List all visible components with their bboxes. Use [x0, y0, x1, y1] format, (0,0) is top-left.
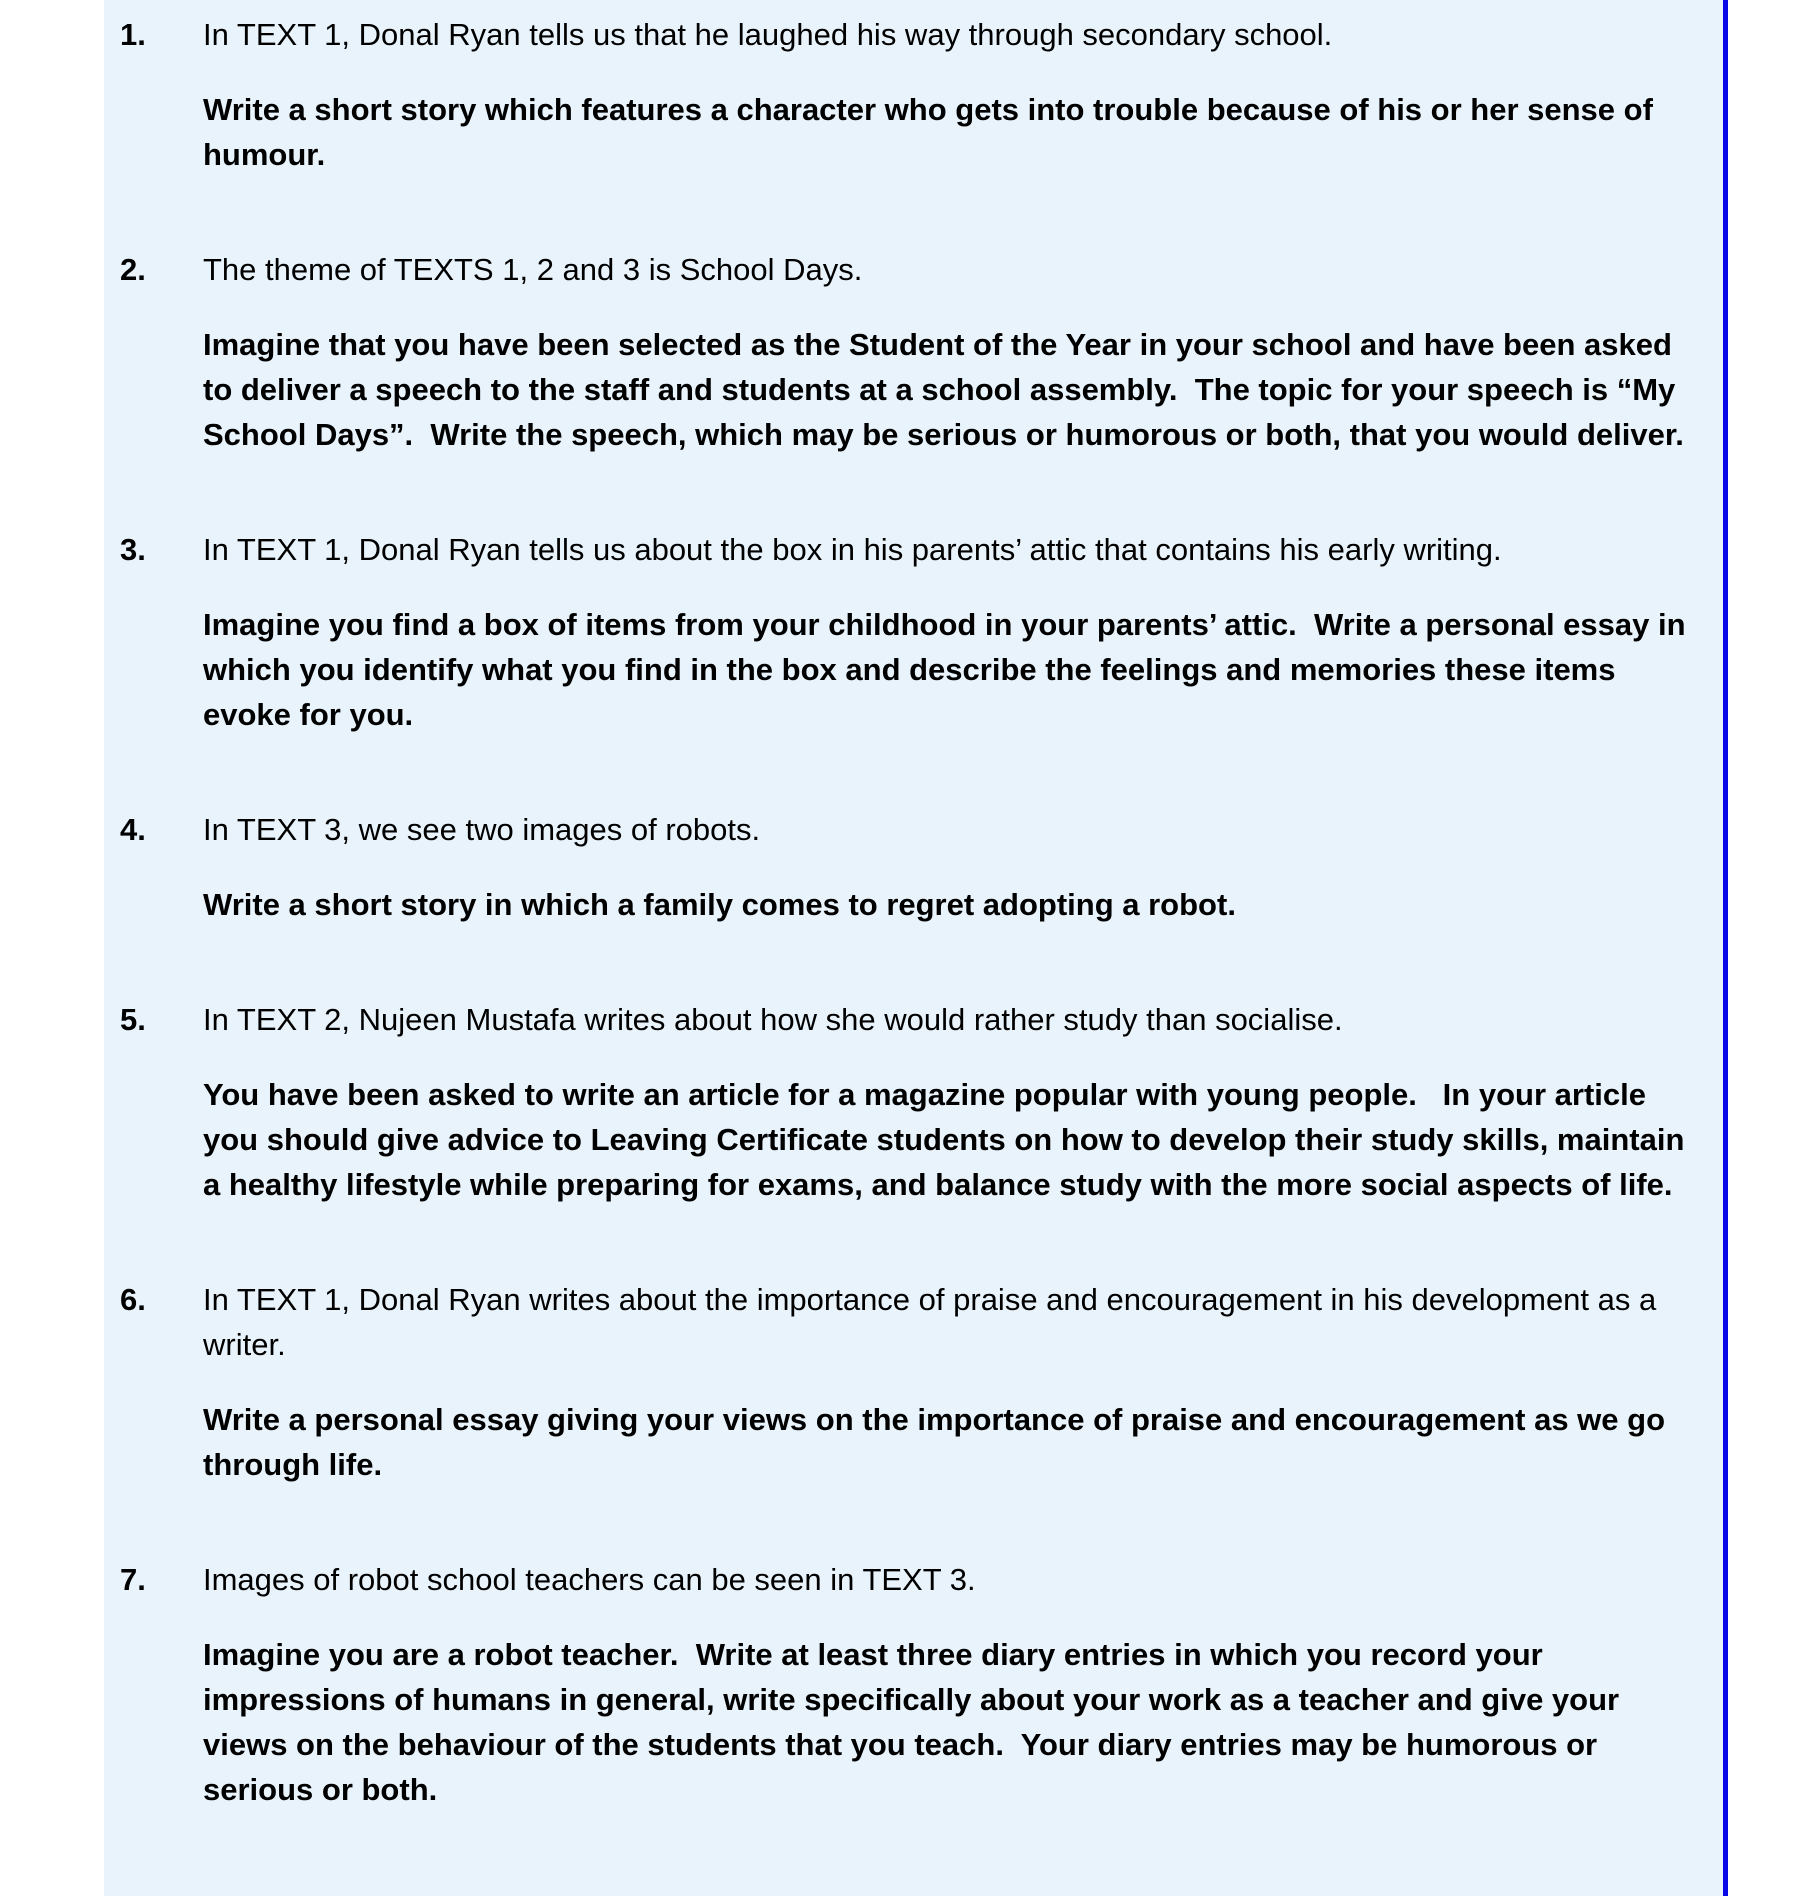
question-2 [120, 247, 1723, 457]
question-5 [120, 997, 1723, 1207]
question-number: 5. [120, 1002, 146, 1037]
question-body [203, 12, 1708, 177]
question-number: 6. [120, 1282, 146, 1317]
question-6 [120, 1277, 1723, 1487]
question-3 [120, 527, 1723, 737]
question-body [203, 807, 1708, 927]
question-body [203, 527, 1708, 737]
question-intro: In TEXT 2, Nujeen Mustafa writes about how she would rather study than socialise. [203, 1002, 1343, 1037]
question-intro: Images of robot school teachers can be seen in TEXT 3. [203, 1562, 976, 1597]
question-number: 2. [120, 252, 146, 287]
question-intro: In TEXT 1, Donal Ryan writes about the importance of praise and encouragement in his development as a writer. [203, 1282, 1665, 1362]
question-task: You have been asked to write an article for a magazine popular with young people. In your article you should give advice to Leaving Certificate students on how to develop their study skills, maintain a healthy lifestyle while preparing for exams, and balance study with the more social aspects of life. [203, 1077, 1694, 1202]
question-intro: In TEXT 1, Donal Ryan tells us that he laughed his way through secondary school. [203, 17, 1333, 52]
question-number: 3. [120, 532, 146, 567]
question-task: Imagine that you have been selected as the Student of the Year in your school and have been asked to deliver a speech to the staff and students at a school assembly. The topic for your speech is “My School Days”. Write the speech, which may be serious or humorous or both, that you would deliver. [203, 327, 1684, 452]
question-task: Write a short story in which a family comes to regret adopting a robot. [203, 887, 1236, 922]
questions-panel [104, 0, 1728, 1896]
question-task: Write a personal essay giving your views on the importance of praise and encouragement as we go through life. [203, 1402, 1674, 1482]
question-body [203, 1277, 1708, 1487]
question-1 [120, 12, 1723, 177]
question-number: 7. [120, 1562, 146, 1597]
question-intro: In TEXT 3, we see two images of robots. [203, 812, 761, 847]
question-intro: The theme of TEXTS 1, 2 and 3 is School Days. [203, 252, 863, 287]
question-task: Imagine you find a box of items from your childhood in your parents’ attic. Write a personal essay in which you identify what you find in the box and describe the feelings and memories these items evoke for you. [203, 607, 1695, 732]
question-number: 4. [120, 812, 146, 847]
question-number: 1. [120, 17, 146, 52]
question-7 [120, 1557, 1723, 1812]
question-body [203, 247, 1708, 457]
question-task: Imagine you are a robot teacher. Write at least three diary entries in which you record your impressions of humans in general, write specifically about your work as a teacher and give your views on the behaviour of the students that you teach. Your diary entries may be humorous or serious or both. [203, 1637, 1628, 1807]
question-4 [120, 807, 1723, 927]
question-body [203, 1557, 1708, 1812]
question-intro: In TEXT 1, Donal Ryan tells us about the box in his parents’ attic that contains his early writing. [203, 532, 1502, 567]
question-body [203, 997, 1708, 1207]
question-task: Write a short story which features a character who gets into trouble because of his or her sense of humour. [203, 92, 1662, 172]
